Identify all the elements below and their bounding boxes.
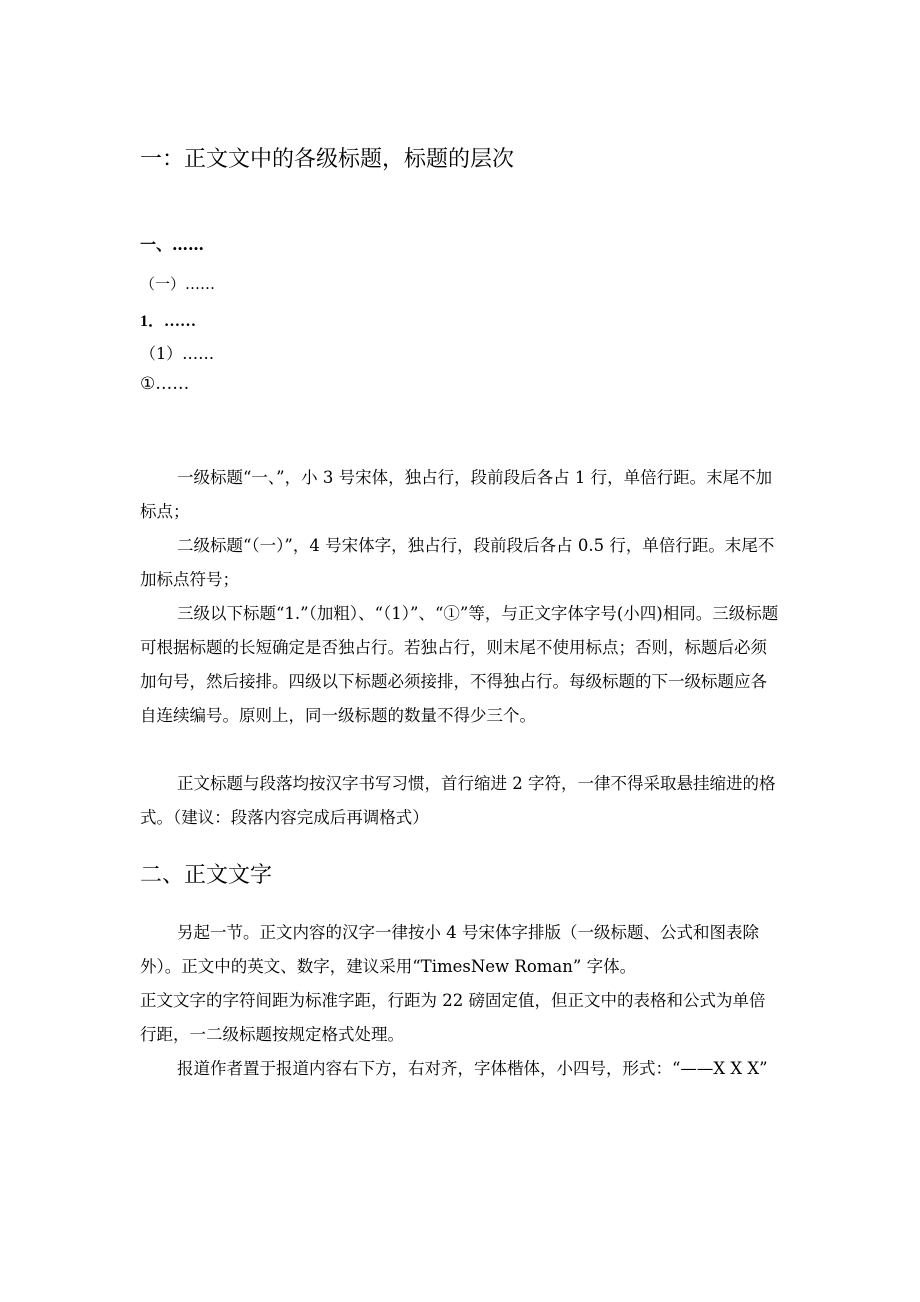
sample-level1-heading: 一、…… bbox=[140, 235, 205, 254]
sample-level4-heading: （1）…… bbox=[140, 344, 215, 363]
section2-heading: 二、正文文字 bbox=[140, 863, 273, 888]
main-heading: 一：正文文中的各级标题，标题的层次 bbox=[140, 147, 515, 172]
paragraph-level1-rule: 一级标题“一、”，小 3 号宋体，独占行，段前段后各占 1 行，单倍行距。末尾不加标点； bbox=[140, 468, 773, 521]
paragraph-level2-rule: 二级标题“（一）”，4 号宋体字，独占行，段前段后各占 0.5 行，单倍行距。末尾不加标点符号； bbox=[140, 536, 775, 589]
paragraph-body-font: 另起一节。正文内容的汉字一律按小 4 号宋体字排版（一级标题、公式和图表除外）。正文中的英文、数字，建议采用“TimesNew Roman” 字体。 bbox=[140, 923, 759, 976]
paragraph-indent-rule: 正文标题与段落均按汉字书写习惯，首行缩进 2 字符，一律不得采取悬挂缩进的格式。（建议：段落内容完成后再调格式） bbox=[140, 774, 776, 827]
sample-level2-heading: （一）…… bbox=[140, 275, 216, 293]
paragraph-author-format: 报道作者置于报道内容右下方，右对齐，字体楷体，小四号，形式：“——X X X” bbox=[177, 1059, 768, 1078]
paragraph-level3-rule: 三级以下标题“1.”（加粗）、“（1）”、“①”等，与正文字体字号(小四)相同。三级标题可根据标题的长短确定是否独占行。若独占行，则末尾不使用标点；否则，标题后必须加句号，然后接排。四级以下标题必须接排，不得独占行。每级标题的下一级标题应各自连续编号。原则上，同一级标题的数量不得少三个。 bbox=[140, 604, 779, 725]
sample-level3-heading: 1．…… bbox=[140, 313, 197, 330]
sample-level5-heading: ①…… bbox=[140, 374, 190, 394]
paragraph-line-spacing: 正文文字的字符间距为标准字距，行距为 22 磅固定值，但正文中的表格和公式为单倍行距，一二级标题按规定格式处理。 bbox=[140, 991, 766, 1044]
